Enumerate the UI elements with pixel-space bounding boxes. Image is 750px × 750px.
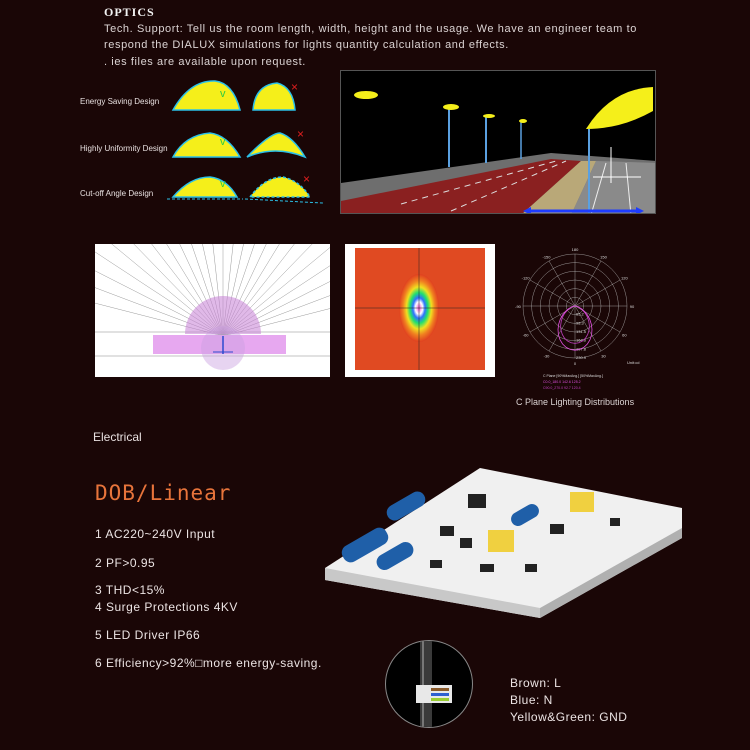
polar-tick-label: -120 xyxy=(521,275,530,281)
spec-item: 5 LED Driver IP66 xyxy=(95,628,201,642)
spec-item: 4 Surge Protections 4KV xyxy=(95,600,238,614)
chip xyxy=(480,564,494,572)
polar-legend-header: C Plane [90%MaxAng.] [50%MaxAng.] xyxy=(543,374,603,378)
polar-tick-label: 60 xyxy=(622,332,627,338)
cable-illustration xyxy=(386,641,473,728)
product-name: DOB/Linear xyxy=(95,481,232,505)
road-scene xyxy=(341,71,656,214)
polar-spoke xyxy=(575,261,601,306)
chip xyxy=(440,526,454,536)
spec-item: 1 AC220~240V Input xyxy=(95,527,216,541)
polar-tick-label: 0 xyxy=(573,361,577,366)
cable-closeup xyxy=(385,640,473,728)
polar-unit: Unit:cd xyxy=(627,360,640,365)
illuminance-heatmap xyxy=(345,244,495,377)
chip xyxy=(550,524,564,534)
polar-tick-label: 120 xyxy=(621,275,628,281)
check-icon: v xyxy=(220,136,226,148)
ies-note: . ies files are available upon request. xyxy=(104,56,306,68)
polar-tick-label: -30 xyxy=(543,353,550,359)
polar-spoke xyxy=(530,280,575,306)
polar-tick-label: 30 xyxy=(601,353,606,359)
polar-tick-label: -60 xyxy=(522,332,529,338)
spec-item: 2 PF>0.95 xyxy=(95,556,156,570)
wire-blue-label: Blue: N xyxy=(510,693,553,707)
transformer xyxy=(570,492,594,512)
polar-tick-label: -150 xyxy=(542,254,551,260)
energy-saving-bad-lens xyxy=(253,83,295,110)
uniformity-good-lens xyxy=(173,133,240,157)
chip xyxy=(468,494,486,508)
electrical-heading: Electrical xyxy=(93,430,142,444)
heatmap-plot xyxy=(345,244,495,377)
driver-board-image xyxy=(320,468,682,618)
wire-ground-label: Yellow&Green: GND xyxy=(510,710,628,724)
beam-spread-diagram xyxy=(95,244,330,377)
cross-icon: × xyxy=(291,80,299,94)
polar-radial-label: 98.3 xyxy=(576,320,584,326)
polar-tick-label: 180 xyxy=(571,247,579,252)
polar-radial-label: 131.5 xyxy=(576,329,587,334)
energy-saving-good-lens xyxy=(173,81,240,110)
polar-tick-label: 150 xyxy=(600,254,607,260)
polar-legend-row: C90.0_270.0 92.7 120.4 xyxy=(543,386,581,390)
polar-radial-label: 197.8 xyxy=(576,346,587,352)
cross-icon: × xyxy=(303,172,311,186)
polar-caption: C Plane Lighting Distributions xyxy=(516,397,635,407)
spec-item: 6 Efficiency>92%□more energy-saving. xyxy=(95,656,322,670)
polar-legend-row: C0.0_180.0 142.6 125.2 xyxy=(543,380,581,384)
energy-saving-label: Energy Saving Design xyxy=(80,97,160,106)
tech-support-text: Tech. Support: Tell us the room length, width, height and the usage. We have an engineer team to respond the DIALUX simulations for lights quantity calculation and effects. xyxy=(104,23,637,51)
cross-icon: × xyxy=(297,127,305,141)
wire-brown-label: Brown: L xyxy=(510,676,562,690)
polar-distribution-chart xyxy=(515,244,645,394)
uniformity-label: Highly Uniformity Design xyxy=(80,144,168,153)
polar-radial-label: 65.2 xyxy=(576,311,584,317)
polar-spoke xyxy=(575,280,620,306)
spec-item: 3 THD<15% xyxy=(95,583,165,597)
optics-lens-illustrations xyxy=(165,75,335,215)
check-icon: v xyxy=(220,178,226,190)
road-lighting-render xyxy=(340,70,656,214)
section-title: OPTICS xyxy=(104,5,155,19)
polar-tick-label: -90 xyxy=(515,304,521,309)
polar-radial-label: 230.9 xyxy=(576,355,587,360)
chip xyxy=(610,518,620,526)
polar-spoke xyxy=(549,306,575,351)
check-icon: v xyxy=(220,88,226,100)
chip xyxy=(430,560,442,568)
chip xyxy=(460,538,472,548)
cutoff-label: Cut-off Angle Design xyxy=(80,189,154,198)
transformer xyxy=(488,530,514,552)
chip xyxy=(525,564,537,572)
beam-rays xyxy=(95,244,330,377)
polar-tick-label: 90 xyxy=(629,304,635,309)
polar-plot xyxy=(515,244,645,394)
cutoff-bad-lens xyxy=(245,177,323,203)
polar-radial-label: 164.6 xyxy=(576,337,587,343)
polar-spoke xyxy=(549,261,575,306)
cutoff-good-lens xyxy=(167,177,243,199)
